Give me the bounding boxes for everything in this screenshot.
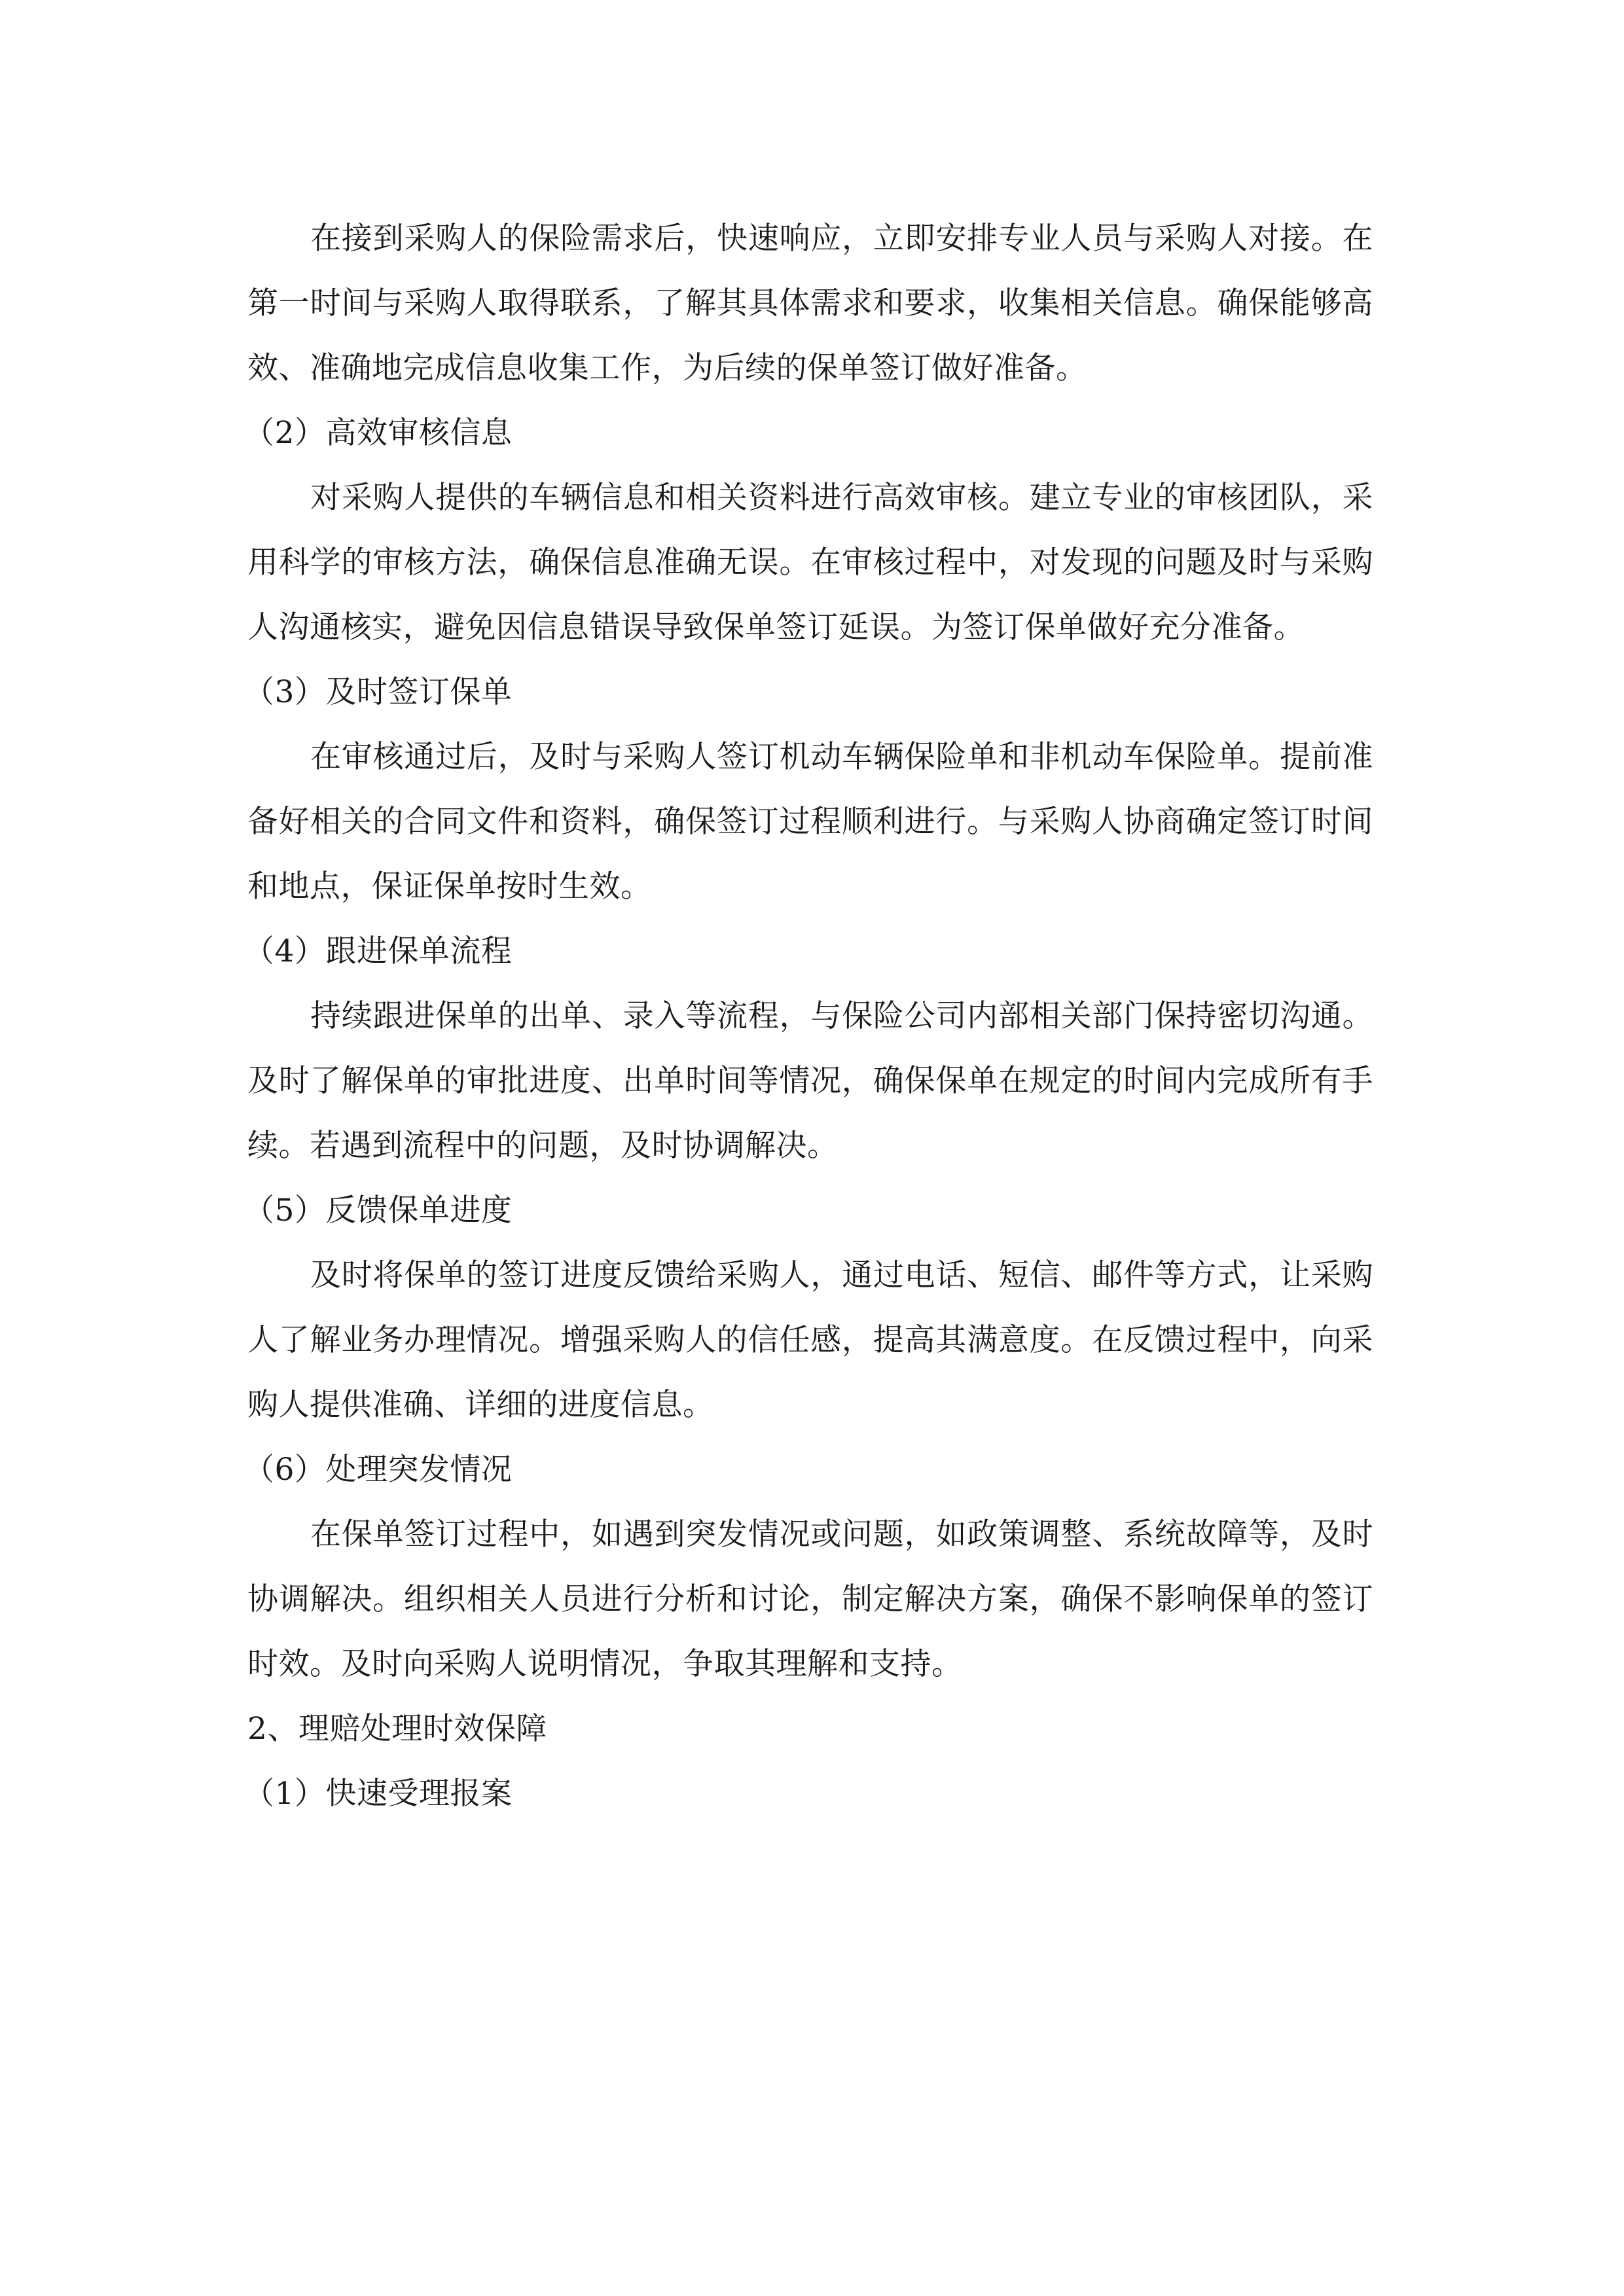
heading-2-review: （2）高效审核信息	[244, 415, 513, 451]
paragraph-follow: 持续跟进保单的出单、录入等流程，与保险公司内部相关部门保持密切沟通。及时了解保单的审批进度、出单时间等情况，确保保单在规定的时间内完成所有手续。若遇到流程中的问题，及时协调解决。	[247, 998, 1373, 1164]
heading-5-feedback: （5）反馈保单进度	[244, 1193, 513, 1229]
heading-6-emergency: （6）处理突发情况	[244, 1452, 513, 1488]
paragraph-review: 对采购人提供的车辆信息和相关资料进行高效审核。建立专业的审核团队，采用科学的审核方法，确保信息准确无误。在审核过程中，对发现的问题及时与采购人沟通核实，避免因信息错误导致保单签订延误。为签订保单做好充分准备。	[247, 480, 1373, 645]
heading-1-claims: （1）快速受理报案	[244, 1776, 513, 1812]
paragraph-feedback: 及时将保单的签订进度反馈给采购人，通过电话、短信、邮件等方式，让采购人了解业务办理情况。增强采购人的信任感，提高其满意度。在反馈过程中，向采购人提供准确、详细的进度信息。	[247, 1257, 1373, 1423]
document-body	[244, 206, 1373, 1826]
heading-section-2: 2、理赔处理时效保障	[247, 1711, 547, 1747]
paragraph-sign: 在审核通过后，及时与采购人签订机动车辆保险单和非机动车保险单。提前准备好相关的合同文件和资料，确保签订过程顺利进行。与采购人协商确定签订时间和地点，保证保单按时生效。	[247, 739, 1373, 905]
paragraph-intro: 在接到采购人的保险需求后，快速响应，立即安排专业人员与采购人对接。在第一时间与采购人取得联系，了解其具体需求和要求，收集相关信息。确保能够高效、准确地完成信息收集工作，为后续的保单签订做好准备。	[247, 221, 1373, 386]
heading-3-sign: （3）及时签订保单	[244, 674, 513, 710]
paragraph-emergency: 在保单签订过程中，如遇到突发情况或问题，如政策调整、系统故障等，及时协调解决。组织相关人员进行分析和讨论，制定解决方案，确保不影响保单的签订时效。及时向采购人说明情况，争取其理解和支持。	[247, 1516, 1373, 1682]
heading-4-follow: （4）跟进保单流程	[244, 933, 513, 969]
